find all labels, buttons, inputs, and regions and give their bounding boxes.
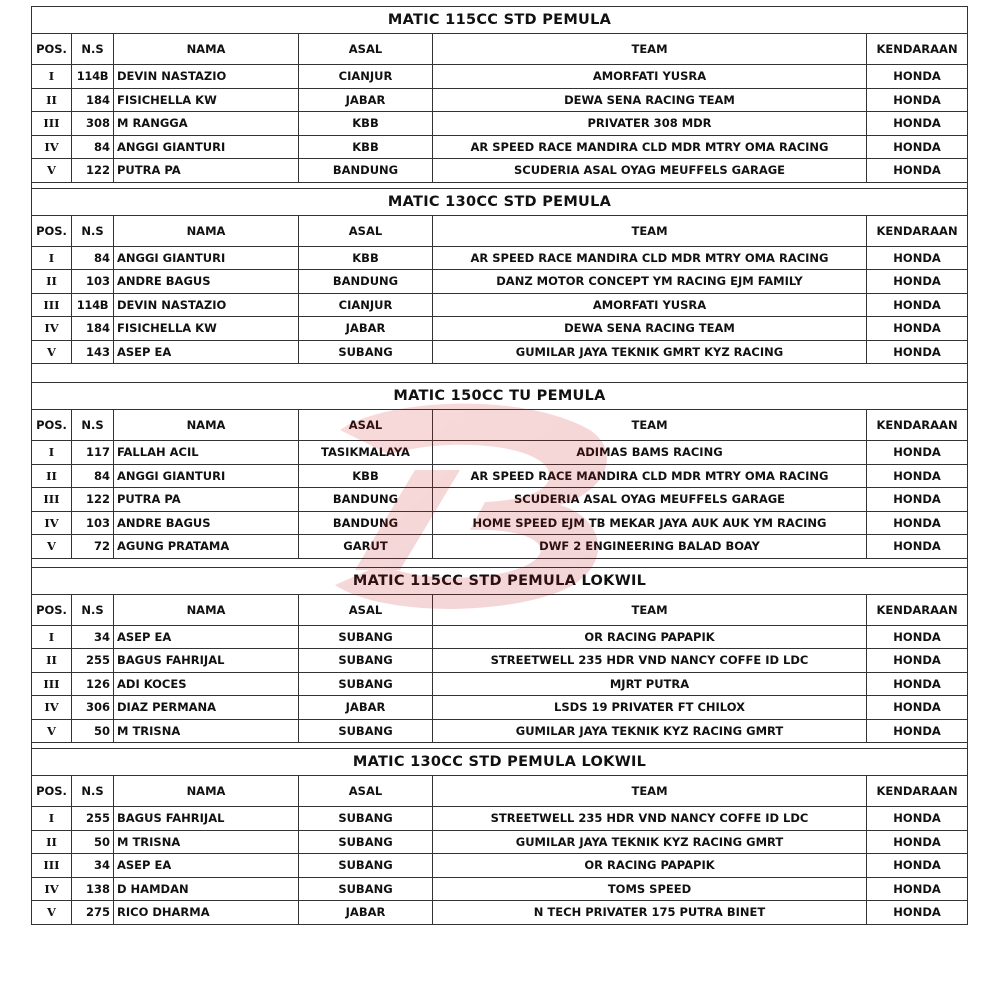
team-cell: DANZ MOTOR CONCEPT YM RACING EJM FAMILY xyxy=(433,270,867,294)
vehicle-cell: HONDA xyxy=(867,88,968,112)
position-cell: IV xyxy=(32,877,72,901)
rider-name-cell: ANGGI GIANTURI xyxy=(114,246,299,270)
section-gap xyxy=(32,558,968,567)
number-cell: 84 xyxy=(72,246,114,270)
results-sheet xyxy=(31,6,967,925)
position-cell: I xyxy=(32,625,72,649)
class-title-row xyxy=(32,749,968,776)
class-title: MATIC 150CC TU PEMULA xyxy=(32,383,968,410)
number-cell: 117 xyxy=(72,441,114,465)
table-row xyxy=(32,511,968,535)
rider-name-cell: FISICHELLA KW xyxy=(114,88,299,112)
vehicle-cell: HONDA xyxy=(867,901,968,925)
table-row xyxy=(32,696,968,720)
table-row xyxy=(32,649,968,673)
team-cell: GUMILAR JAYA TEKNIK KYZ RACING GMRT xyxy=(433,719,867,743)
table-row xyxy=(32,112,968,136)
team-cell: AR SPEED RACE MANDIRA CLD MDR MTRY OMA RACING xyxy=(433,464,867,488)
vehicle-cell: HONDA xyxy=(867,441,968,465)
origin-cell: SUBANG xyxy=(299,719,433,743)
column-header-row xyxy=(32,776,968,807)
position-cell: III xyxy=(32,672,72,696)
header-ns: N.S xyxy=(72,594,114,625)
results-body xyxy=(32,7,968,925)
table-row xyxy=(32,441,968,465)
column-header-row xyxy=(32,34,968,65)
header-team: TEAM xyxy=(433,215,867,246)
position-cell: III xyxy=(32,293,72,317)
rider-name-cell: ASEP EA xyxy=(114,854,299,878)
origin-cell: JABAR xyxy=(299,696,433,720)
column-header-row xyxy=(32,594,968,625)
origin-cell: CIANJUR xyxy=(299,65,433,89)
position-cell: II xyxy=(32,464,72,488)
vehicle-cell: HONDA xyxy=(867,535,968,559)
number-cell: 34 xyxy=(72,625,114,649)
header-kendaraan: KENDARAAN xyxy=(867,594,968,625)
origin-cell: SUBANG xyxy=(299,625,433,649)
number-cell: 143 xyxy=(72,340,114,364)
origin-cell: SUBANG xyxy=(299,807,433,831)
number-cell: 50 xyxy=(72,719,114,743)
number-cell: 50 xyxy=(72,830,114,854)
team-cell: DEWA SENA RACING TEAM xyxy=(433,317,867,341)
vehicle-cell: HONDA xyxy=(867,649,968,673)
rider-name-cell: ANDRE BAGUS xyxy=(114,511,299,535)
table-row xyxy=(32,807,968,831)
section-gap-cell xyxy=(32,364,968,383)
origin-cell: SUBANG xyxy=(299,877,433,901)
header-ns: N.S xyxy=(72,776,114,807)
class-title: MATIC 115CC STD PEMULA LOKWIL xyxy=(32,567,968,594)
position-cell: IV xyxy=(32,696,72,720)
header-nama: NAMA xyxy=(114,34,299,65)
rider-name-cell: ANGGI GIANTURI xyxy=(114,135,299,159)
section-gap-cell xyxy=(32,558,968,567)
table-row xyxy=(32,488,968,512)
number-cell: 114B xyxy=(72,293,114,317)
origin-cell: SUBANG xyxy=(299,672,433,696)
vehicle-cell: HONDA xyxy=(867,112,968,136)
table-row xyxy=(32,65,968,89)
header-team: TEAM xyxy=(433,776,867,807)
origin-cell: JABAR xyxy=(299,901,433,925)
origin-cell: JABAR xyxy=(299,88,433,112)
rider-name-cell: DEVIN NASTAZIO xyxy=(114,293,299,317)
team-cell: LSDS 19 PRIVATER FT CHILOX xyxy=(433,696,867,720)
rider-name-cell: DIAZ PERMANA xyxy=(114,696,299,720)
vehicle-cell: HONDA xyxy=(867,159,968,183)
number-cell: 184 xyxy=(72,88,114,112)
number-cell: 184 xyxy=(72,317,114,341)
vehicle-cell: HONDA xyxy=(867,65,968,89)
vehicle-cell: HONDA xyxy=(867,293,968,317)
header-pos: POS. xyxy=(32,215,72,246)
team-cell: N TECH PRIVATER 175 PUTRA BINET xyxy=(433,901,867,925)
section-gap xyxy=(32,364,968,383)
rider-name-cell: BAGUS FAHRIJAL xyxy=(114,807,299,831)
team-cell: HOME SPEED EJM TB MEKAR JAYA AUK AUK YM RACING xyxy=(433,511,867,535)
table-row xyxy=(32,625,968,649)
origin-cell: JABAR xyxy=(299,317,433,341)
rider-name-cell: RICO DHARMA xyxy=(114,901,299,925)
position-cell: III xyxy=(32,488,72,512)
number-cell: 126 xyxy=(72,672,114,696)
position-cell: IV xyxy=(32,317,72,341)
position-cell: II xyxy=(32,830,72,854)
team-cell: GUMILAR JAYA TEKNIK KYZ RACING GMRT xyxy=(433,830,867,854)
header-team: TEAM xyxy=(433,410,867,441)
table-row xyxy=(32,672,968,696)
team-cell: ADIMAS BAMS RACING xyxy=(433,441,867,465)
table-row xyxy=(32,293,968,317)
origin-cell: SUBANG xyxy=(299,649,433,673)
rider-name-cell: D HAMDAN xyxy=(114,877,299,901)
vehicle-cell: HONDA xyxy=(867,877,968,901)
origin-cell: KBB xyxy=(299,135,433,159)
vehicle-cell: HONDA xyxy=(867,317,968,341)
header-kendaraan: KENDARAAN xyxy=(867,215,968,246)
team-cell: GUMILAR JAYA TEKNIK GMRT KYZ RACING xyxy=(433,340,867,364)
position-cell: III xyxy=(32,854,72,878)
number-cell: 122 xyxy=(72,159,114,183)
vehicle-cell: HONDA xyxy=(867,135,968,159)
table-row xyxy=(32,535,968,559)
number-cell: 255 xyxy=(72,649,114,673)
header-asal: ASAL xyxy=(299,410,433,441)
number-cell: 122 xyxy=(72,488,114,512)
vehicle-cell: HONDA xyxy=(867,696,968,720)
position-cell: I xyxy=(32,441,72,465)
number-cell: 72 xyxy=(72,535,114,559)
team-cell: AR SPEED RACE MANDIRA CLD MDR MTRY OMA RACING xyxy=(433,135,867,159)
table-row xyxy=(32,246,968,270)
class-title: MATIC 130CC STD PEMULA LOKWIL xyxy=(32,749,968,776)
position-cell: II xyxy=(32,270,72,294)
position-cell: V xyxy=(32,340,72,364)
class-title-row xyxy=(32,188,968,215)
table-row xyxy=(32,854,968,878)
vehicle-cell: HONDA xyxy=(867,625,968,649)
rider-name-cell: FISICHELLA KW xyxy=(114,317,299,341)
position-cell: V xyxy=(32,159,72,183)
class-title: MATIC 130CC STD PEMULA xyxy=(32,188,968,215)
header-pos: POS. xyxy=(32,34,72,65)
origin-cell: BANDUNG xyxy=(299,159,433,183)
position-cell: II xyxy=(32,649,72,673)
header-team: TEAM xyxy=(433,594,867,625)
vehicle-cell: HONDA xyxy=(867,246,968,270)
vehicle-cell: HONDA xyxy=(867,807,968,831)
header-kendaraan: KENDARAAN xyxy=(867,410,968,441)
origin-cell: BANDUNG xyxy=(299,488,433,512)
rider-name-cell: ANDRE BAGUS xyxy=(114,270,299,294)
origin-cell: SUBANG xyxy=(299,854,433,878)
class-title-row xyxy=(32,567,968,594)
team-cell: OR RACING PAPAPIK xyxy=(433,625,867,649)
table-row xyxy=(32,159,968,183)
team-cell: DEWA SENA RACING TEAM xyxy=(433,88,867,112)
number-cell: 138 xyxy=(72,877,114,901)
origin-cell: BANDUNG xyxy=(299,270,433,294)
vehicle-cell: HONDA xyxy=(867,830,968,854)
header-ns: N.S xyxy=(72,215,114,246)
header-nama: NAMA xyxy=(114,594,299,625)
results-table xyxy=(31,6,968,925)
position-cell: IV xyxy=(32,511,72,535)
position-cell: V xyxy=(32,901,72,925)
column-header-row xyxy=(32,215,968,246)
header-asal: ASAL xyxy=(299,215,433,246)
team-cell: AR SPEED RACE MANDIRA CLD MDR MTRY OMA RACING xyxy=(433,246,867,270)
table-row xyxy=(32,340,968,364)
table-row xyxy=(32,830,968,854)
team-cell: AMORFATI YUSRA xyxy=(433,293,867,317)
rider-name-cell: ASEP EA xyxy=(114,625,299,649)
table-row xyxy=(32,135,968,159)
position-cell: V xyxy=(32,535,72,559)
team-cell: TOMS SPEED xyxy=(433,877,867,901)
team-cell: SCUDERIA ASAL OYAG MEUFFELS GARAGE xyxy=(433,159,867,183)
table-row xyxy=(32,464,968,488)
header-pos: POS. xyxy=(32,410,72,441)
team-cell: DWF 2 ENGINEERING BALAD BOAY xyxy=(433,535,867,559)
number-cell: 84 xyxy=(72,135,114,159)
table-row xyxy=(32,877,968,901)
rider-name-cell: M TRISNA xyxy=(114,719,299,743)
origin-cell: SUBANG xyxy=(299,340,433,364)
position-cell: I xyxy=(32,807,72,831)
rider-name-cell: FALLAH ACIL xyxy=(114,441,299,465)
origin-cell: BANDUNG xyxy=(299,511,433,535)
header-asal: ASAL xyxy=(299,34,433,65)
number-cell: 114B xyxy=(72,65,114,89)
position-cell: I xyxy=(32,65,72,89)
header-nama: NAMA xyxy=(114,410,299,441)
rider-name-cell: PUTRA PA xyxy=(114,488,299,512)
vehicle-cell: HONDA xyxy=(867,464,968,488)
team-cell: MJRT PUTRA xyxy=(433,672,867,696)
rider-name-cell: AGUNG PRATAMA xyxy=(114,535,299,559)
header-asal: ASAL xyxy=(299,594,433,625)
table-row xyxy=(32,88,968,112)
class-title-row xyxy=(32,7,968,34)
team-cell: SCUDERIA ASAL OYAG MEUFFELS GARAGE xyxy=(433,488,867,512)
origin-cell: KBB xyxy=(299,464,433,488)
rider-name-cell: DEVIN NASTAZIO xyxy=(114,65,299,89)
rider-name-cell: PUTRA PA xyxy=(114,159,299,183)
vehicle-cell: HONDA xyxy=(867,672,968,696)
position-cell: IV xyxy=(32,135,72,159)
rider-name-cell: ANGGI GIANTURI xyxy=(114,464,299,488)
header-kendaraan: KENDARAAN xyxy=(867,776,968,807)
table-row xyxy=(32,901,968,925)
number-cell: 84 xyxy=(72,464,114,488)
number-cell: 34 xyxy=(72,854,114,878)
class-title-row xyxy=(32,383,968,410)
position-cell: I xyxy=(32,246,72,270)
vehicle-cell: HONDA xyxy=(867,340,968,364)
header-kendaraan: KENDARAAN xyxy=(867,34,968,65)
header-ns: N.S xyxy=(72,410,114,441)
number-cell: 308 xyxy=(72,112,114,136)
team-cell: PRIVATER 308 MDR xyxy=(433,112,867,136)
header-nama: NAMA xyxy=(114,776,299,807)
header-asal: ASAL xyxy=(299,776,433,807)
origin-cell: SUBANG xyxy=(299,830,433,854)
number-cell: 255 xyxy=(72,807,114,831)
number-cell: 103 xyxy=(72,270,114,294)
header-pos: POS. xyxy=(32,594,72,625)
origin-cell: CIANJUR xyxy=(299,293,433,317)
header-ns: N.S xyxy=(72,34,114,65)
team-cell: STREETWELL 235 HDR VND NANCY COFFE ID LDC xyxy=(433,807,867,831)
rider-name-cell: ASEP EA xyxy=(114,340,299,364)
table-row xyxy=(32,317,968,341)
number-cell: 275 xyxy=(72,901,114,925)
position-cell: II xyxy=(32,88,72,112)
number-cell: 103 xyxy=(72,511,114,535)
team-cell: AMORFATI YUSRA xyxy=(433,65,867,89)
team-cell: STREETWELL 235 HDR VND NANCY COFFE ID LDC xyxy=(433,649,867,673)
rider-name-cell: M RANGGA xyxy=(114,112,299,136)
origin-cell: KBB xyxy=(299,246,433,270)
origin-cell: KBB xyxy=(299,112,433,136)
vehicle-cell: HONDA xyxy=(867,488,968,512)
vehicle-cell: HONDA xyxy=(867,719,968,743)
header-nama: NAMA xyxy=(114,215,299,246)
vehicle-cell: HONDA xyxy=(867,511,968,535)
team-cell: OR RACING PAPAPIK xyxy=(433,854,867,878)
origin-cell: GARUT xyxy=(299,535,433,559)
header-pos: POS. xyxy=(32,776,72,807)
class-title: MATIC 115CC STD PEMULA xyxy=(32,7,968,34)
rider-name-cell: BAGUS FAHRIJAL xyxy=(114,649,299,673)
table-row xyxy=(32,719,968,743)
position-cell: V xyxy=(32,719,72,743)
rider-name-cell: M TRISNA xyxy=(114,830,299,854)
rider-name-cell: ADI KOCES xyxy=(114,672,299,696)
vehicle-cell: HONDA xyxy=(867,854,968,878)
header-team: TEAM xyxy=(433,34,867,65)
origin-cell: TASIKMALAYA xyxy=(299,441,433,465)
table-row xyxy=(32,270,968,294)
position-cell: III xyxy=(32,112,72,136)
column-header-row xyxy=(32,410,968,441)
number-cell: 306 xyxy=(72,696,114,720)
vehicle-cell: HONDA xyxy=(867,270,968,294)
